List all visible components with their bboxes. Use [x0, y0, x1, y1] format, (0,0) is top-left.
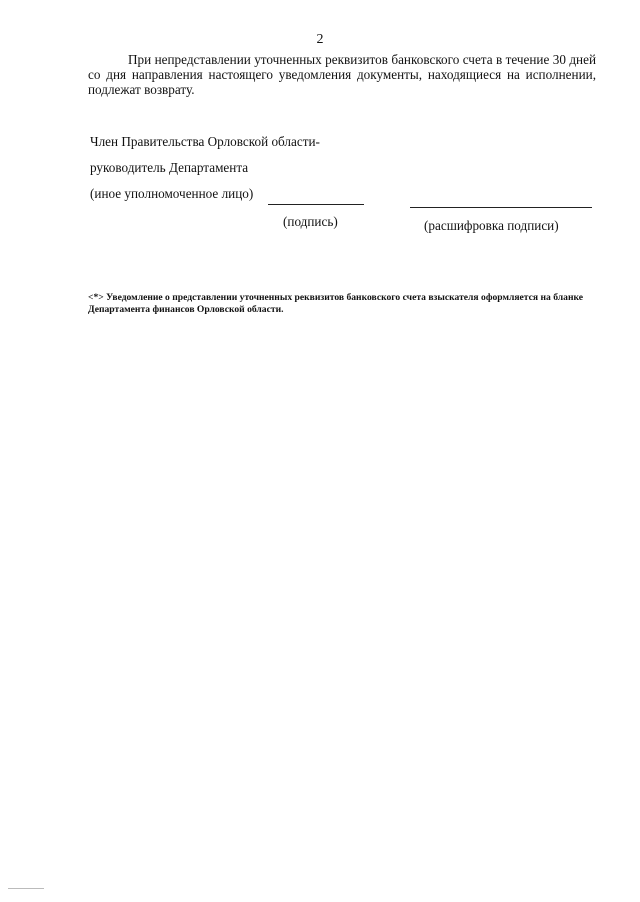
signatory-title-line3: (иное уполномоченное лицо) [90, 186, 254, 201]
footnote: <*> Уведомление о представлении уточненных реквизитов банковского счета взыскателя оформляется на бланке Департамента финансов Орловской области. [88, 292, 584, 315]
signature-rule [268, 204, 364, 205]
signatory-title-line2: руководитель Департамента [90, 160, 249, 175]
scan-edge-mark [8, 888, 44, 889]
signatory-title-line1: Член Правительства Орловской области- [90, 134, 320, 149]
signature-caption: (подпись) [283, 214, 338, 229]
body-paragraph: При непредставлении уточненных реквизитов банковского счета в течение 30 дней со дня направления настоящего уведомления документы, находящиеся на исполнении, подлежат возврату. [88, 52, 596, 97]
page-number: 2 [316, 32, 324, 47]
decoding-caption: (расшифровка подписи) [424, 218, 559, 233]
decoding-rule [410, 207, 592, 208]
